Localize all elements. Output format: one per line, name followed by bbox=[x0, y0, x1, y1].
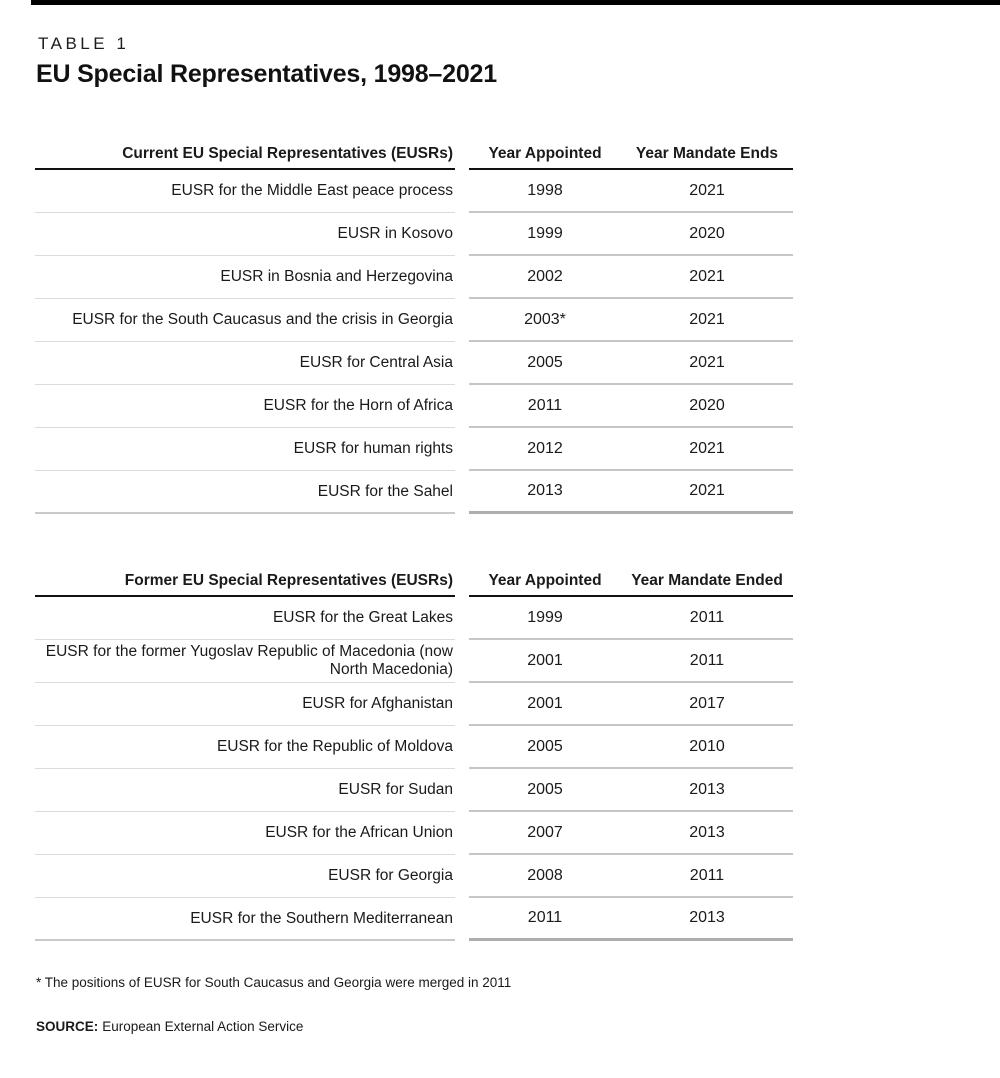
row-name-cell: EUSR for the Republic of Moldova bbox=[35, 726, 455, 769]
header-year-appointed-cell: Year Appointed bbox=[488, 145, 602, 162]
row-name-cell: EUSR for Georgia bbox=[35, 855, 455, 898]
row-name-cell: EUSR for Sudan bbox=[35, 769, 455, 812]
row-year-appointed-cell: 2008 bbox=[527, 866, 563, 884]
table-row bbox=[35, 342, 793, 385]
row-name-cell: EUSR for Central Asia bbox=[35, 342, 455, 385]
row-years-group bbox=[469, 471, 793, 514]
row-years-group bbox=[469, 213, 793, 256]
table-row bbox=[35, 471, 793, 514]
header-year-mandate-cell: Year Mandate Ended bbox=[631, 572, 783, 589]
row-year-mandate-cell: 2021 bbox=[689, 482, 725, 499]
row-name-cell: EUSR in Kosovo bbox=[35, 213, 455, 256]
table-row bbox=[35, 597, 793, 640]
row-years-group bbox=[469, 640, 793, 683]
row-year-appointed-cell: 2011 bbox=[527, 909, 563, 926]
row-year-mandate-cell: 2021 bbox=[689, 181, 725, 199]
row-year-appointed-cell: 1999 bbox=[527, 608, 563, 626]
current-eusr-table bbox=[35, 140, 793, 514]
row-years-group bbox=[469, 256, 793, 299]
table-row bbox=[35, 385, 793, 428]
row-years-group bbox=[469, 683, 793, 726]
source-text: European External Action Service bbox=[102, 1019, 304, 1034]
row-year-mandate-cell: 2020 bbox=[689, 224, 725, 242]
row-year-mandate-cell: 2021 bbox=[689, 353, 725, 371]
table-kicker: TABLE 1 bbox=[38, 34, 130, 53]
former-eusr-table bbox=[35, 567, 793, 941]
header-years-group bbox=[469, 567, 793, 597]
row-year-mandate-cell: 2011 bbox=[689, 866, 725, 884]
row-year-appointed-cell: 2013 bbox=[527, 482, 563, 499]
row-year-mandate-cell: 2021 bbox=[689, 310, 725, 328]
row-year-mandate-cell: 2010 bbox=[689, 737, 725, 755]
row-year-appointed-cell: 2001 bbox=[527, 694, 563, 712]
header-name-cell: Current EU Special Representatives (EUSRs) bbox=[35, 140, 455, 170]
table-row bbox=[35, 898, 793, 941]
row-name-cell: EUSR for the South Caucasus and the crisis in Georgia bbox=[35, 299, 455, 342]
row-year-appointed-cell: 2003* bbox=[524, 310, 566, 328]
row-name-cell: EUSR for the Middle East peace process bbox=[35, 170, 455, 213]
table-row bbox=[35, 769, 793, 812]
row-year-appointed-cell: 2002 bbox=[527, 267, 563, 285]
row-name-cell: EUSR in Bosnia and Herzegovina bbox=[35, 256, 455, 299]
row-year-mandate-cell: 2011 bbox=[689, 608, 725, 626]
header-name-cell: Former EU Special Representatives (EUSRs) bbox=[35, 567, 455, 597]
row-year-appointed-cell: 1999 bbox=[527, 224, 563, 242]
table-header-row bbox=[35, 567, 793, 597]
row-years-group bbox=[469, 342, 793, 385]
row-year-appointed-cell: 2007 bbox=[527, 823, 563, 841]
table-title: EU Special Representatives, 1998–2021 bbox=[36, 60, 497, 88]
row-year-appointed-cell: 2005 bbox=[527, 780, 563, 798]
row-year-mandate-cell: 2013 bbox=[689, 823, 725, 841]
row-name-cell: EUSR for Afghanistan bbox=[35, 683, 455, 726]
row-name-cell: EUSR for the Great Lakes bbox=[35, 597, 455, 640]
row-year-appointed-cell: 2001 bbox=[527, 651, 563, 669]
table-row bbox=[35, 640, 793, 683]
top-rule bbox=[31, 0, 1000, 5]
row-year-mandate-cell: 2020 bbox=[689, 396, 725, 414]
table-row bbox=[35, 683, 793, 726]
row-years-group bbox=[469, 170, 793, 213]
header-years-group bbox=[469, 140, 793, 170]
table-row bbox=[35, 855, 793, 898]
row-name-cell: EUSR for the Southern Mediterranean bbox=[35, 898, 455, 941]
row-year-mandate-cell: 2011 bbox=[689, 651, 725, 669]
row-name-cell: EUSR for the former Yugoslav Republic of Macedonia (now North Macedonia) bbox=[35, 640, 455, 683]
row-year-appointed-cell: 2005 bbox=[527, 737, 563, 755]
row-name-cell: EUSR for human rights bbox=[35, 428, 455, 471]
row-year-mandate-cell: 2013 bbox=[689, 909, 725, 926]
row-year-appointed-cell: 1998 bbox=[527, 181, 563, 199]
row-years-group bbox=[469, 428, 793, 471]
header-year-mandate-cell: Year Mandate Ends bbox=[635, 145, 779, 162]
row-year-mandate-cell: 2017 bbox=[689, 694, 725, 712]
row-year-appointed-cell: 2005 bbox=[527, 353, 563, 371]
table-row bbox=[35, 213, 793, 256]
row-years-group bbox=[469, 855, 793, 898]
row-years-group bbox=[469, 385, 793, 428]
row-years-group bbox=[469, 597, 793, 640]
row-years-group bbox=[469, 726, 793, 769]
table-row bbox=[35, 170, 793, 213]
row-years-group bbox=[469, 812, 793, 855]
row-name-cell: EUSR for the African Union bbox=[35, 812, 455, 855]
row-name-cell: EUSR for the Sahel bbox=[35, 471, 455, 514]
table-row bbox=[35, 256, 793, 299]
row-year-mandate-cell: 2013 bbox=[689, 780, 725, 798]
header-year-appointed-cell: Year Appointed bbox=[488, 572, 602, 589]
row-years-group bbox=[469, 898, 793, 941]
table-row bbox=[35, 299, 793, 342]
table-row bbox=[35, 812, 793, 855]
footnote: * The positions of EUSR for South Caucasus and Georgia were merged in 2011 bbox=[36, 975, 512, 990]
table-header-row bbox=[35, 140, 793, 170]
table-row bbox=[35, 726, 793, 769]
source-line bbox=[36, 1019, 303, 1034]
row-year-mandate-cell: 2021 bbox=[689, 267, 725, 285]
row-years-group bbox=[469, 299, 793, 342]
source-label: SOURCE: bbox=[36, 1019, 99, 1034]
row-year-appointed-cell: 2012 bbox=[527, 439, 563, 457]
row-name-cell: EUSR for the Horn of Africa bbox=[35, 385, 455, 428]
row-year-appointed-cell: 2011 bbox=[527, 396, 563, 414]
table-row bbox=[35, 428, 793, 471]
row-year-mandate-cell: 2021 bbox=[689, 439, 725, 457]
row-years-group bbox=[469, 769, 793, 812]
